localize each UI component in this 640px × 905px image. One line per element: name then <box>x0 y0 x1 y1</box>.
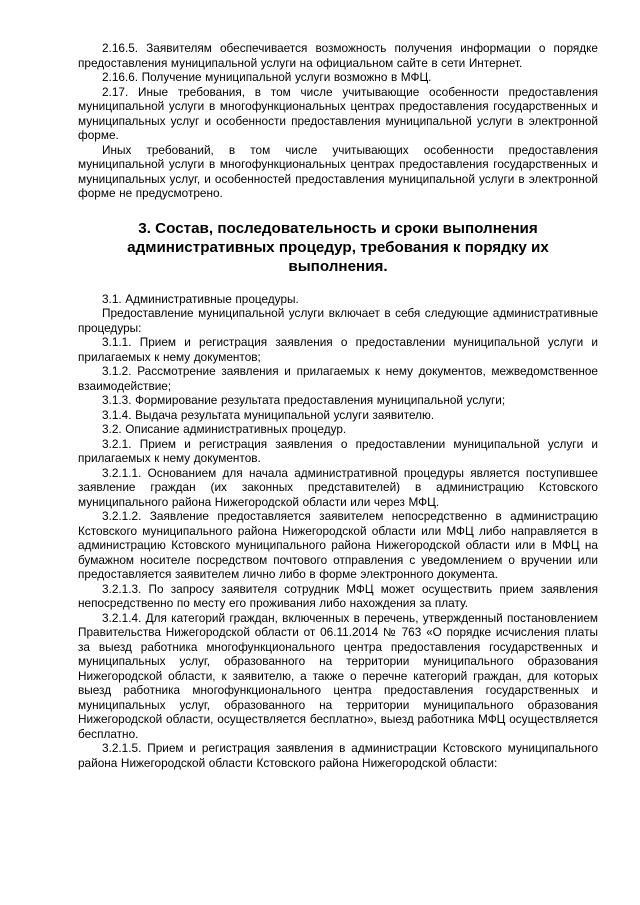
paragraph-3-1-2: 3.1.2. Рассмотрение заявления и прилагаемых к нему документов, межведомственное взаимодействие; <box>78 364 598 393</box>
paragraph-3-1-1: 3.1.1. Прием и регистрация заявления о предоставлении муниципальной услуги и прилагаемых к нему документов; <box>78 335 598 364</box>
paragraph-3-2: 3.2. Описание административных процедур. <box>102 422 347 436</box>
paragraph-3-2-1-1: 3.2.1.1. Основанием для начала административной процедуры является поступившее заявление граждан (их законных представителей) в администрацию Кстовского муниципального района Нижегородской области или через МФЦ. <box>78 465 598 509</box>
paragraph-3-2-1-4: 3.2.1.4. Для категорий граждан, включенных в перечень, утвержденный постановлением Правительства Нижегородской области от 06.11.2014 № 763 «О порядке исчисления платы за выезд работника многофункционального центра предоставления государственных и муниципальных услуг, образованного на территории муниципального образования Нижегородской области, к заявителю, а также о перечне категорий граждан, для которых выезд работника многофункционального центра предоставления государственных и муниципальных услуг, образованного на территории муниципального образования Нижегородской области, осуществляется бесплатно», выезд работника МФЦ осуществляется бесплатно. <box>78 610 598 741</box>
paragraph-other-requirements: Иных требований, в том числе учитывающих особенности предоставления муниципальной услуги в многофункциональных центрах предоставления государственных и муниципальных услуг, и особенностей предоставления муниципальной услуги в электронной форме не предусмотрено. <box>78 142 598 200</box>
paragraph-2-17: 2.17. Иные требования, в том числе учитывающие особенности предоставления муниципальной услуги в многофункциональных центрах предоставления государственных и муниципальных услуг и особенности предоставления муниципальной услуги в электронной форме. <box>78 84 598 142</box>
paragraph-2-16-6: 2.16.6. Получение муниципальной услуги возможно в МФЦ. <box>102 70 432 84</box>
section-heading: 3. Состав, последовательность и сроки выполнения административных процедур, требования к порядку их выполнения. <box>127 219 549 275</box>
paragraph-3-2-1: 3.2.1. Прием и регистрация заявления о предоставлении муниципальной услуги и прилагаемых к нему документов. <box>78 436 598 465</box>
paragraph-3-2-1-2: 3.2.1.2. Заявление предоставляется заявителем непосредственно в администрацию Кстовского муниципального района Нижегородской области или МФЦ либо направляется в администрацию Кстовского муниципального района Нижегородской области или в МФЦ на бумажном носителе посредством почтового отправления с уведомлением о вручении или предоставляется заявителем лично либо в форме электронного документа. <box>78 509 598 581</box>
paragraph-procedures-intro: Предоставление муниципальной услуги включает в себя следующие административные процедуры: <box>78 306 598 335</box>
paragraph-3-2-1-3: 3.2.1.3. По запросу заявителя сотрудник МФЦ может осуществить прием заявления непосредственно по месту его проживания либо нахождения за плату. <box>78 581 598 610</box>
paragraph-3-1-4: 3.1.4. Выдача результата муниципальной услуги заявителю. <box>102 407 435 422</box>
paragraph-3-1-3: 3.1.3. Формирование результата предоставления муниципальной услуги; <box>102 393 506 407</box>
paragraph-2-16-5: 2.16.5. Заявителям обеспечивается возможность получения информации о порядке предоставления муниципальной услуги на официальном сайте в сети Интернет. <box>78 41 598 70</box>
document-page <box>78 41 598 770</box>
paragraph-3-1: 3.1. Административные процедуры. <box>102 291 299 306</box>
paragraph-3-2-1-5: 3.2.1.5. Прием и регистрация заявления в администрации Кстовского муниципального района Нижегородской области Кстовского района Нижегородской области: <box>78 741 598 770</box>
